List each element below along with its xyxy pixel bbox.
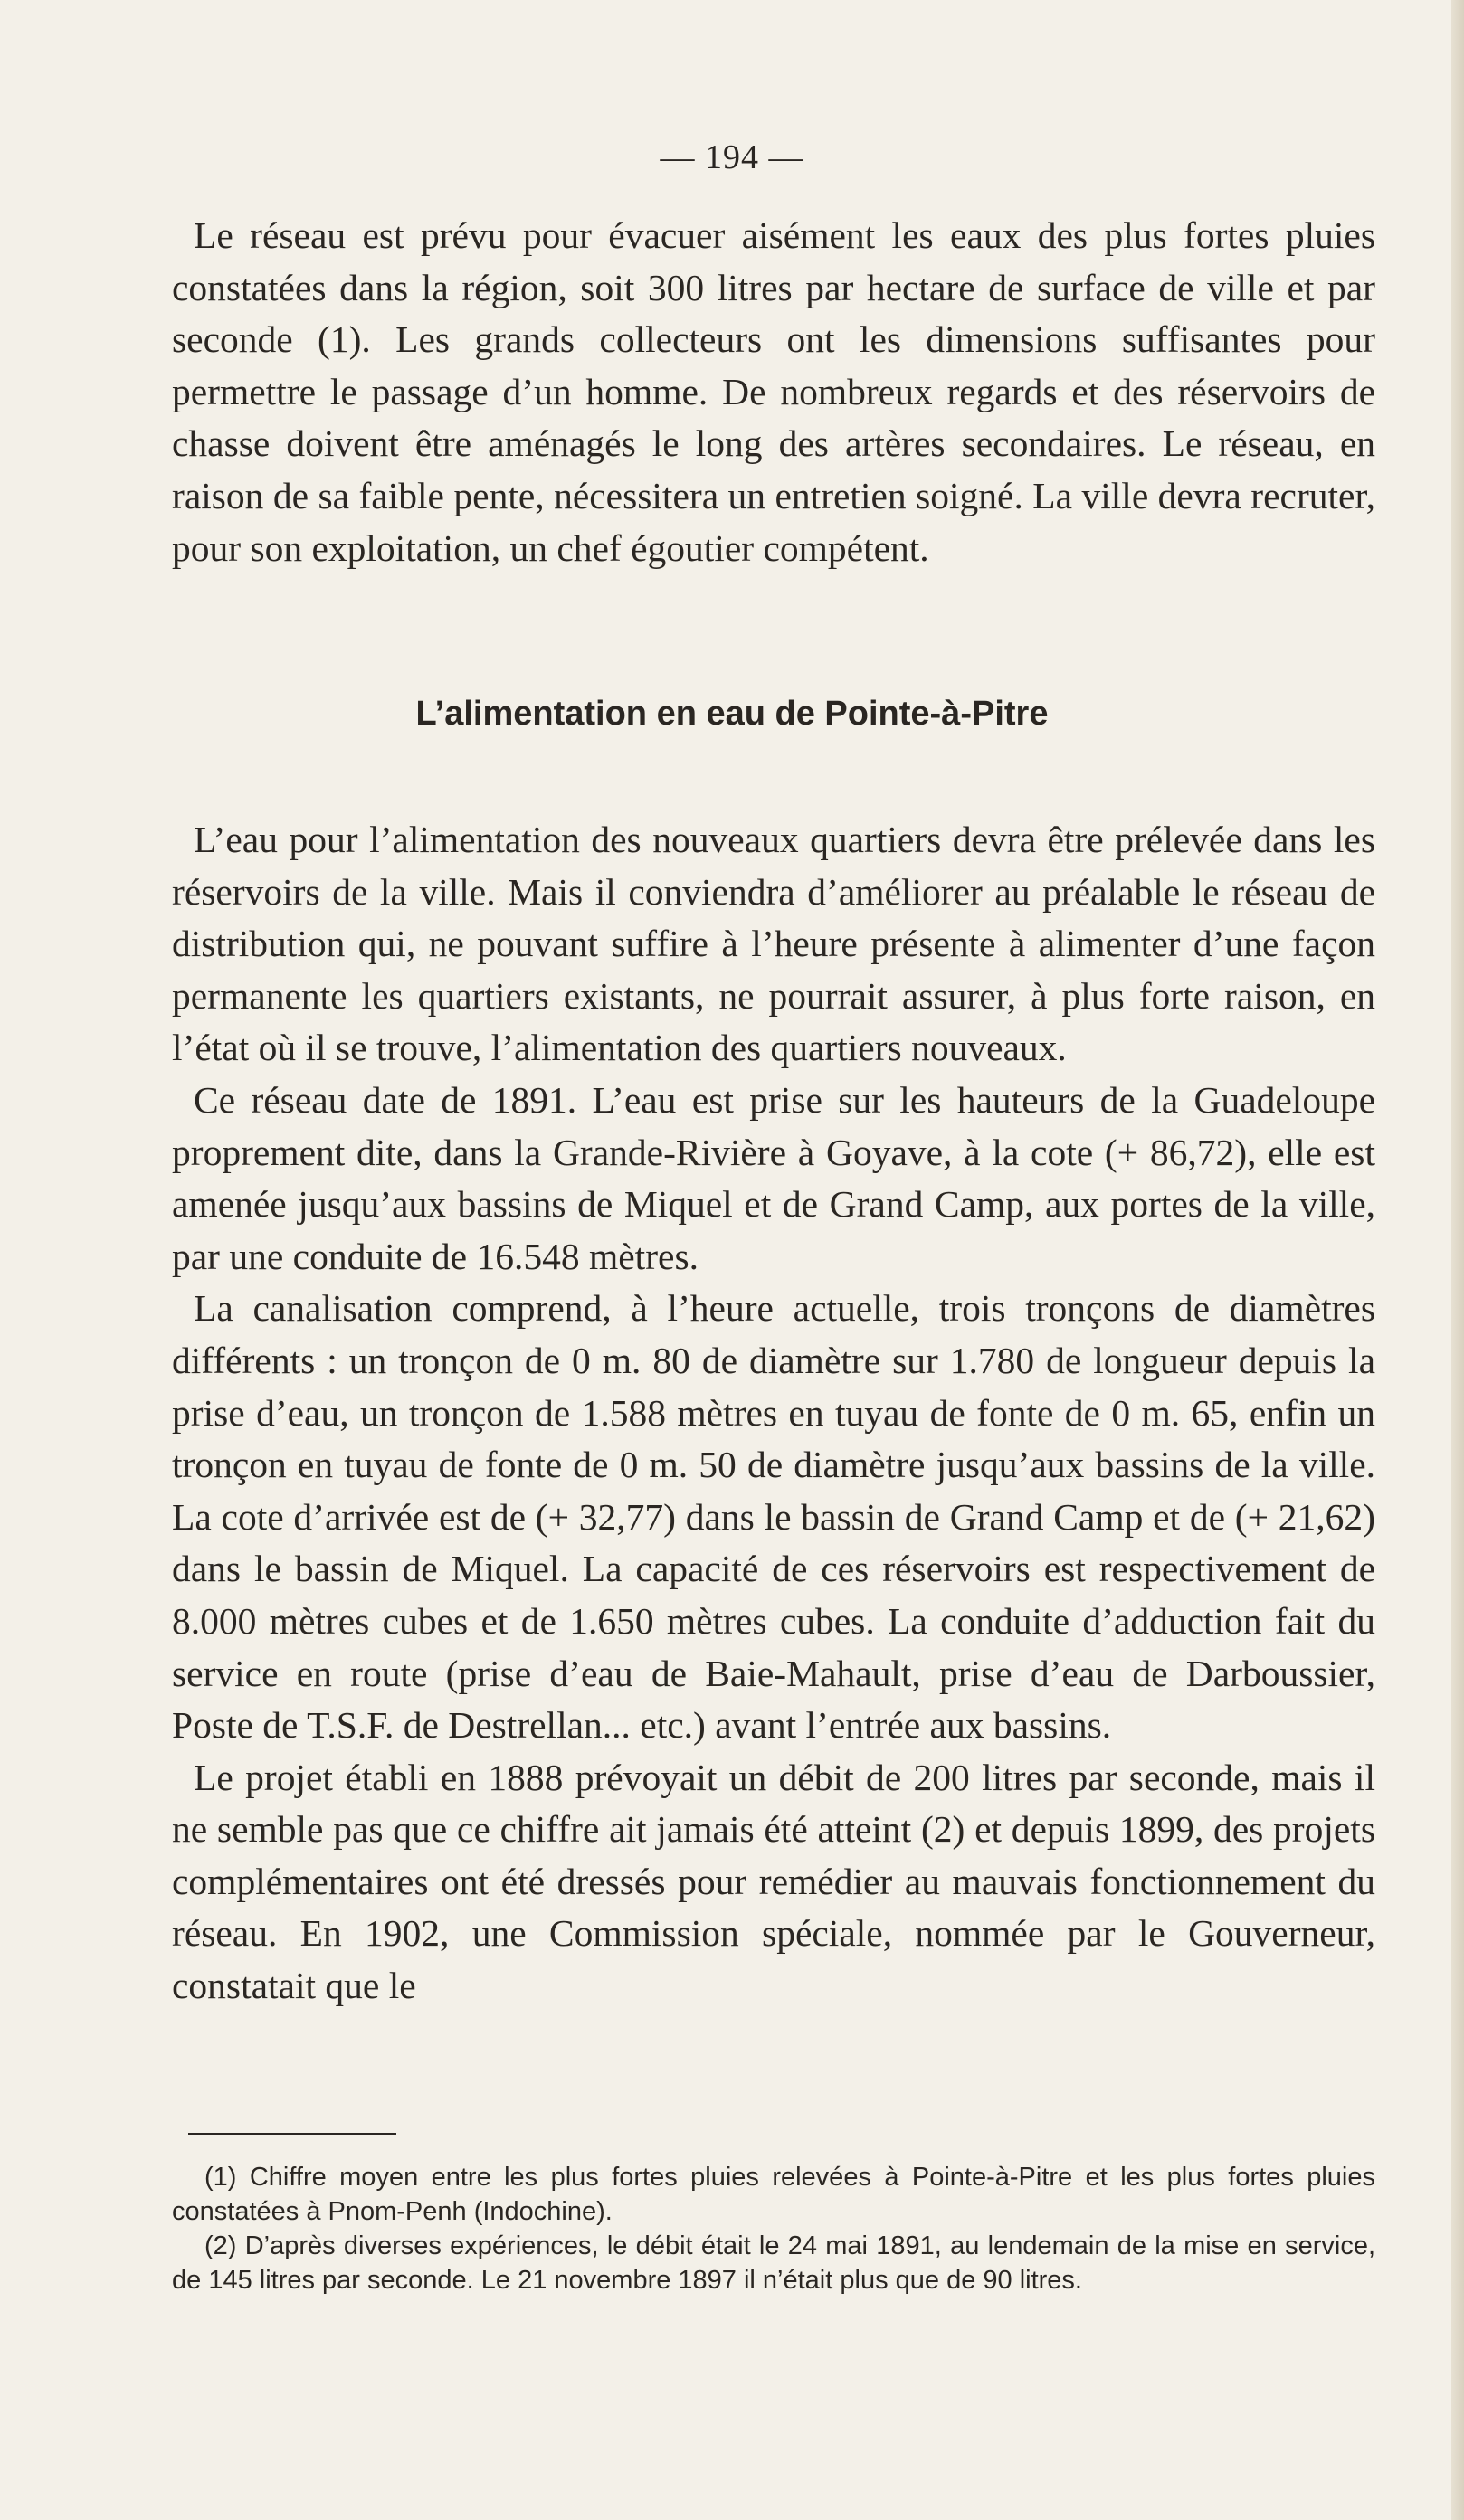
page-number: — 194 — <box>660 138 804 176</box>
section-heading: L’alimentation en eau de Pointe-à-Pitre <box>415 695 1049 733</box>
section-paragraph-3: La canalisation comprend, à l’heure actuelle, trois tronçons de diamètres différents : un tronçon de 0 m. 80 de diamètre sur 1.780 de longueur depuis la prise d’eau, un tronçon de 1.588 mètres en tuyau de fonte de 0 m. 65, enfin un tronçon en tuyau de fonte de 0 m. 50 de diamètre jusqu’aux bassins de la ville. La cote d’arrivée est de (+ 32,77) dans le bassin de Grand Camp et de (+ 21,62) dans le bassin de Miquel. La capacité de ces réservoirs est respectivement de 8.000 mètres cubes et de 1.650 mètres cubes. La conduite d’adduction fait du service en route (prise d’eau de Baie-Mahault, prise d’eau de Darboussier, Poste de T.S.F. de Destrellan... etc.) avant l’entrée aux bassins. <box>172 1287 1375 1747</box>
section-paragraph-4: Le projet établi en 1888 prévoyait un débit de 200 litres par seconde, mais il ne semble pas que ce chiffre ait jamais été atteint (2) et depuis 1899, des projets complémentaires ont été dressés pour remédier au mauvais fonctionnement du réseau. En 1902, une Commission spéciale, nommée par le Gouverneur, constatait que le <box>172 1756 1375 2007</box>
footnote-1: (1) Chiffre moyen entre les plus fortes pluies relevées à Pointe-à-Pitre et les plus fortes pluies constatées à Pnom-Penh (Indochine). <box>172 2163 1375 2226</box>
footnotes <box>172 2160 1375 2297</box>
section-body <box>172 814 1375 2013</box>
intro-text-block <box>172 210 1375 574</box>
footnote-2: (2) D’après diverses expériences, le débit était le 24 mai 1891, au lendemain de la mise en service, de 145 litres par seconde. Le 21 novembre 1897 il n’était plus que de 90 litres. <box>172 2231 1375 2295</box>
page-edge-shadow <box>1451 0 1464 2520</box>
section-paragraph-2: Ce réseau date de 1891. L’eau est prise sur les hauteurs de la Guadeloupe proprement dite, dans la Grande-Rivière à Goyave, à la cote (+ 86,72), elle est amenée jusqu’aux bassins de Miquel et de Grand Camp, aux portes de la ville, par une conduite de 16.548 mètres. <box>172 1078 1375 1277</box>
section-paragraph-1: L’eau pour l’alimentation des nouveaux quartiers devra être prélevée dans les réservoirs de la ville. Mais il conviendra d’améliorer au préalable le réseau de distribution qui, ne pouvant suffire à l’heure présente à alimenter d’une façon permanente les quartiers existants, ne pourrait assurer, à plus forte raison, en l’état où il se trouve, l’alimentation des quartiers nouveaux. <box>172 819 1375 1069</box>
footnote-separator <box>188 2133 396 2135</box>
intro-paragraph: Le réseau est prévu pour évacuer aisément les eaux des plus fortes pluies constatées dans la région, soit 300 litres par hectare de surface de ville et par seconde (1). Les grands collecteurs ont les dimensions suffisantes pour permettre le passage d’un homme. De nombreux regards et des réservoirs de chasse doivent être aménagés le long des artères secondaires. Le réseau, en raison de sa faible pente, nécessitera un entretien soigné. La ville devra recruter, pour son exploitation, un chef égoutier compétent. <box>172 214 1375 569</box>
